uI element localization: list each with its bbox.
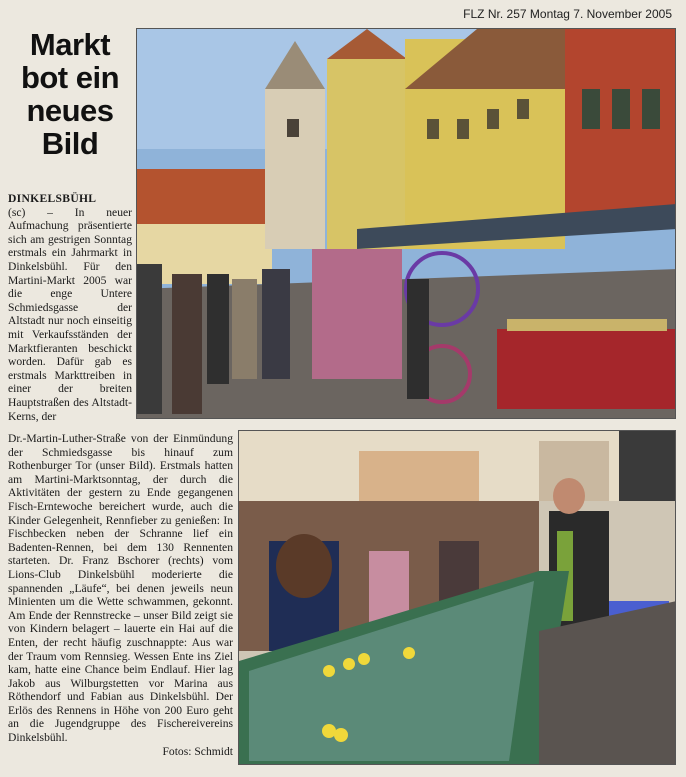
issue-date: Montag 7. November 2005: [529, 7, 672, 21]
article-wide-text: Dr.-Martin-Luther-Straße von der Einmündung der Schmiedsgasse bis hinauf zum Rothenburger Tor (unser Bild). Erstmals hatten am Martini-Marktsonntag, der durch die Aktivitäten der gestern zu Ende gegangenen Fisch-Erntewoche bereichert wurde, auch die Kinder Gelegenheit, Rennfieber zu genießen: In Fischbecken neben der Schranne lief ein Badenten-Rennen, bei dem 130 Rennenten starteten. Dr. Franz Bschorer (rechts) vom Lions-Club Dinkelsbühl moderierte die spannenden „Läufe“, bei denen jeweils neun Minienten um die Wette schwammen, gekonnt. Am Ende der Rennstrecke – unser Bild zeigt sie von Kindern belagert – lauerte ein Hai auf die Enten, der recht häufig zuschnappte: Aus war der Traum vom Rennsieg. Wessen Ente ins Ziel kam, hatte eine Chance beim Endlauf. Hier lag Jakob aus Wilburgstetten vor Marina aus Röthendorf und Fabian aus Dinkelsbühl. Der Erlös des Rennens in Höhe von 200 Euro geht an die Jugendgruppe des Fischereivereins Dinkelsbühl.: [8, 432, 233, 745]
dateline: DINKELSBÜHL: [8, 192, 97, 205]
headline-line: neues: [26, 93, 114, 128]
headline-line: Markt: [29, 27, 111, 62]
headline: [8, 28, 132, 160]
article-column-text: (sc) – In neuer Aufmachung präsentierte sich am gestrigen Sonntag erstmals ein Jahrmarkt in Dinkelsbühl. Für den Martini-Markt 2005 war die enge Untere Schmiedsgasse der Altstadt nur noch einseitig mit Verkaufsständen der Marktfieranten beschickt worden. Dafür gab es erstmals Markttreiben in einer der breiten Hauptstraßen des Altstadt-Kerns, der: [8, 205, 132, 423]
duck-race-photo: [238, 430, 676, 765]
headline-line: bot ein: [20, 60, 120, 95]
issue-number: Nr. 257: [487, 7, 527, 21]
market-photo: [136, 28, 676, 419]
article-continuation: [8, 432, 233, 768]
article-column: [8, 192, 132, 423]
masthead: FLZ: [463, 7, 485, 21]
duck-race-photo-image: [239, 431, 676, 765]
page-header: [0, 0, 686, 24]
photo-credit: Fotos: Schmidt: [162, 744, 233, 758]
market-photo-image: [137, 29, 676, 419]
headline-line: Bild: [41, 126, 99, 161]
